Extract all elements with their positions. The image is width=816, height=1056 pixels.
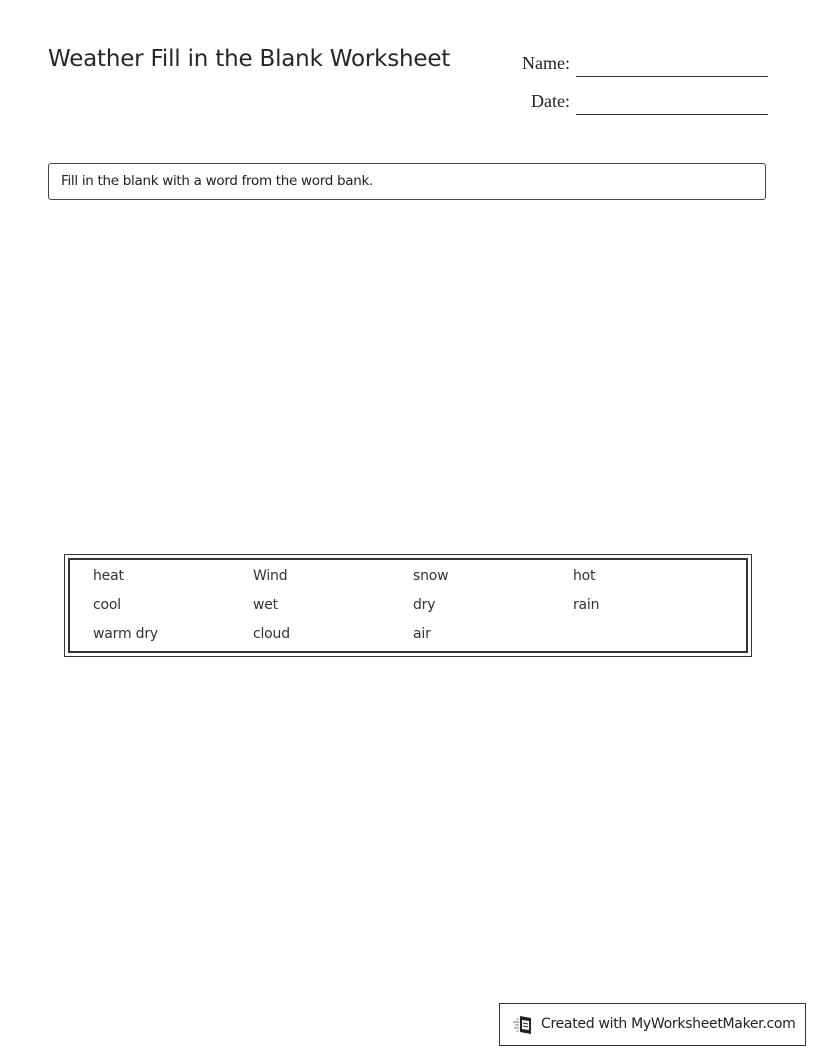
footer-badge[interactable] [499,1003,806,1046]
instructions-box [48,163,766,200]
word-bank-item: cloud [253,626,290,642]
word-bank-item: heat [93,568,124,584]
worksheet-logo-icon [512,1015,534,1035]
word-bank-inner-border [68,558,748,653]
name-label: Name: [522,53,570,73]
word-bank-item: snow [413,568,449,584]
word-bank-item: hot [573,568,596,584]
date-line[interactable] [576,114,768,115]
word-bank-item: air [413,626,431,642]
word-bank-item: dry [413,597,436,613]
date-label: Date: [531,91,570,111]
word-bank-item: rain [573,597,600,613]
word-bank-item: cool [93,597,121,613]
footer-text: Created with MyWorksheetMaker.com [541,1016,796,1032]
page-title: Weather Fill in the Blank Worksheet [48,46,451,72]
name-line[interactable] [576,76,768,77]
word-bank-item: wet [253,597,278,613]
instructions-text: Fill in the blank with a word from the word bank. [61,173,374,189]
word-bank-item: warm dry [93,626,158,642]
word-bank-item: Wind [253,568,288,584]
